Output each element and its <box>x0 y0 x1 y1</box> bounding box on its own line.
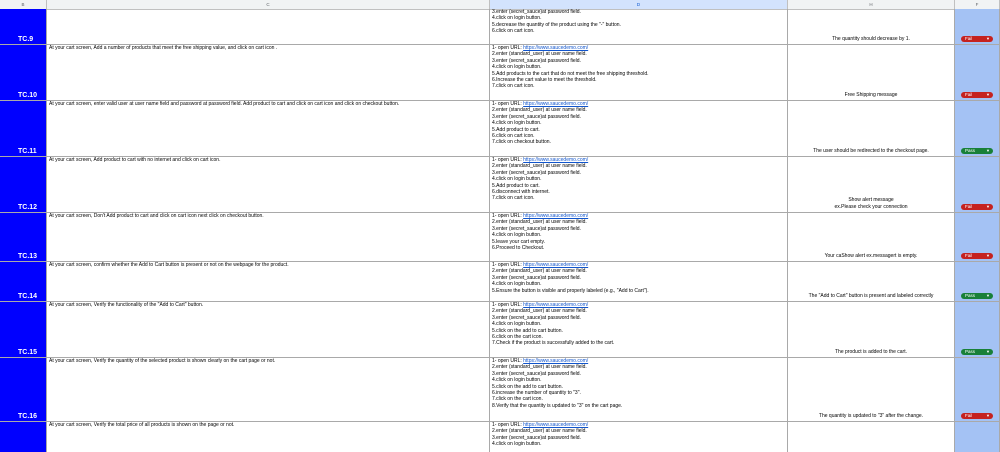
test-step-text: 7.click on checkout button. <box>492 139 551 146</box>
table-row <box>0 358 1000 422</box>
table-row <box>0 422 1000 452</box>
status-dropdown-chip[interactable] <box>961 349 993 355</box>
test-step-text: 3.enter (secret_sauce)at password field. <box>492 314 581 321</box>
expected-result-line: Free Shipping message <box>844 91 898 98</box>
table-row <box>0 157 1000 213</box>
expected-result-cell[interactable] <box>788 302 955 357</box>
test-case-id-cell[interactable] <box>0 302 47 357</box>
chevron-down-icon[interactable]: ▼ <box>986 92 990 97</box>
test-case-id: TC.14 <box>18 293 38 300</box>
test-step-text: 6.Increase the cart value to meet the threshold. <box>492 77 597 84</box>
test-step-text: 3.enter (secret_sauce)at password field. <box>492 274 581 281</box>
test-step-text: 7.click on the cart icon. <box>492 396 543 403</box>
test-step-text: 1- open URL: <box>492 358 524 364</box>
url-link[interactable]: https://www.saucedemo.com/ <box>523 262 589 268</box>
status-cell[interactable] <box>955 358 1000 421</box>
table-row <box>0 9 1000 45</box>
status-cell[interactable] <box>955 9 1000 44</box>
test-step-text: 3.enter (secret_sauce)at password field. <box>492 225 581 232</box>
test-step-text: 5.Add product to cart. <box>492 126 540 133</box>
test-description-cell[interactable] <box>47 262 490 301</box>
test-step-text: 7.click on cart icon. <box>492 83 535 90</box>
test-step-text: 1- open URL: <box>492 213 524 219</box>
test-step-text: 6.click on cart icon. <box>492 133 535 140</box>
status-cell[interactable] <box>955 422 1000 452</box>
expected-result-line: Show alert message <box>848 197 894 204</box>
test-steps-cell[interactable] <box>490 302 788 357</box>
test-description-cell[interactable] <box>47 422 490 452</box>
url-link[interactable]: https://www.saucedemo.com/ <box>523 358 589 364</box>
test-step-text: 3.enter (secret_sauce)at password field. <box>492 370 581 377</box>
test-step-text: 5.decrease the quantity of the product using the "-" button. <box>492 21 621 28</box>
test-description-cell[interactable] <box>47 101 490 156</box>
status-label: Fail <box>965 36 973 41</box>
status-cell[interactable] <box>955 101 1000 156</box>
expected-result-line: The product is added to the cart. <box>835 348 907 355</box>
status-label: Fail <box>965 413 973 418</box>
test-step-text: 5.click on the add to cart button. <box>492 383 563 390</box>
table-row <box>0 45 1000 101</box>
status-label: Pass <box>965 293 976 298</box>
test-description-cell[interactable] <box>47 358 490 421</box>
test-step-text: 4.click on login button. <box>492 120 542 127</box>
test-step-text: 1- open URL: <box>492 101 524 107</box>
test-step-text: 4.click on login button. <box>492 377 542 384</box>
column-header-c[interactable]: C <box>47 0 490 9</box>
test-step-text: 6.disconnect with internet. <box>492 189 550 196</box>
url-link[interactable]: https://www.saucedemo.com/ <box>523 213 589 219</box>
test-step-text: 2.enter (standard_user) at user name field. <box>492 364 587 371</box>
test-step-text: 1- open URL: <box>492 45 524 51</box>
test-description: At your cart screen, Verify the functionality of the "Add to Cart" button. <box>49 302 204 308</box>
status-dropdown-chip[interactable] <box>961 36 993 42</box>
test-case-grid <box>0 9 1000 452</box>
test-step-text: 2.enter (standard_user) at user name field. <box>492 163 587 170</box>
test-steps-cell[interactable] <box>490 45 788 100</box>
test-step-text: 6.Proceed to Checkout. <box>492 245 545 252</box>
url-link[interactable]: https://www.saucedemo.com/ <box>523 157 589 163</box>
test-step-text: 5.leave your cart empty. <box>492 238 545 245</box>
status-label: Pass <box>965 349 976 354</box>
test-description-cell[interactable] <box>47 302 490 357</box>
test-description: At your cart screen, enter valid user at user name field and password at password field. Add product to cart and click on cart icon and click on checkout button. <box>49 101 400 107</box>
test-steps-cell[interactable] <box>490 9 788 44</box>
test-case-id: TC.9 <box>18 36 34 43</box>
chevron-down-icon[interactable]: ▼ <box>986 413 990 418</box>
url-link[interactable]: https://www.saucedemo.com/ <box>523 302 589 308</box>
status-dropdown-chip[interactable] <box>961 148 993 154</box>
test-step-text: 3.enter (secret_sauce)at password field. <box>492 9 581 15</box>
expected-result <box>788 197 954 210</box>
test-case-id: TC.10 <box>18 92 38 99</box>
test-step <box>492 83 787 89</box>
test-step <box>492 195 787 201</box>
status-dropdown-chip[interactable] <box>961 293 993 299</box>
status-dropdown-chip[interactable] <box>961 253 993 259</box>
test-steps-cell[interactable] <box>490 262 788 301</box>
test-case-id: TC.15 <box>18 349 38 356</box>
test-step <box>492 139 787 145</box>
test-step <box>492 403 787 409</box>
test-case-id: TC.11 <box>18 148 37 155</box>
expected-result-line: The quantity should decrease by 1. <box>832 35 910 42</box>
test-step-text: 2.enter (standard_user) at user name field. <box>492 308 587 315</box>
test-step-text: 3.enter (secret_sauce)at password field. <box>492 434 581 441</box>
expected-result-line: Your caShow alert ex.messagert is empty. <box>824 252 918 259</box>
test-case-id-cell[interactable] <box>0 9 47 44</box>
test-case-id-cell[interactable] <box>0 157 47 212</box>
expected-result-cell[interactable] <box>788 358 955 421</box>
test-step <box>492 28 787 34</box>
test-steps-cell[interactable] <box>490 213 788 261</box>
test-description: At your cart screen, Add product to cart with no internet and click on cart icon. <box>49 157 221 163</box>
test-case-id: TC.12 <box>18 204 38 211</box>
status-label: Fail <box>965 253 973 258</box>
column-header-b[interactable]: B <box>0 0 47 9</box>
test-case-id-cell[interactable] <box>0 358 47 421</box>
chevron-down-icon[interactable]: ▼ <box>986 36 990 41</box>
chevron-down-icon[interactable]: ▼ <box>986 253 990 258</box>
test-step-text: 1- open URL: <box>492 422 524 428</box>
test-step <box>492 441 787 447</box>
expected-result-line: ex.Please check your connection <box>834 203 908 210</box>
test-steps-cell[interactable] <box>490 422 788 452</box>
column-header-h[interactable]: H <box>788 0 955 9</box>
test-step-text: 1- open URL: <box>492 262 524 268</box>
test-step-text: 3.enter (secret_sauce)at password field. <box>492 57 581 64</box>
table-row <box>0 262 1000 302</box>
test-case-id-cell[interactable] <box>0 262 47 301</box>
test-step-text: 8.Verify that the quantity is updated to "3" on the cart page. <box>492 402 623 409</box>
expected-result-cell[interactable] <box>788 262 955 301</box>
expected-result-line: The quantity is updated to "3" after the change. <box>818 412 924 419</box>
table-row <box>0 101 1000 157</box>
test-description-cell[interactable] <box>47 213 490 261</box>
status-cell[interactable] <box>955 213 1000 261</box>
status-label: Fail <box>965 204 973 209</box>
test-step-text: 1- open URL: <box>492 302 524 308</box>
expected-result <box>788 349 954 355</box>
test-step-text: 3.enter (secret_sauce)at password field. <box>492 113 581 120</box>
test-step-text: 1- open URL: <box>492 157 524 163</box>
test-step <box>492 288 787 294</box>
test-description: At your cart screen, confirm whether the Add to Cart button is present or not on the webpage for the product. <box>49 262 289 268</box>
test-step-text: 5.Ensure the button is visible and properly labeled (e.g., "Add to Cart"). <box>492 287 649 294</box>
expected-result-line: The user should be redirected to the checkout page. <box>813 147 929 154</box>
status-cell[interactable] <box>955 157 1000 212</box>
status-label: Pass <box>965 148 976 153</box>
test-step-text: 2.enter (standard_user) at user name field. <box>492 51 587 58</box>
test-step <box>492 245 787 251</box>
test-step-text: 6.click on cart icon. <box>492 28 535 35</box>
expected-result-line: The "Add to Cart" button is present and labeled correctly <box>808 292 934 299</box>
status-dropdown-chip[interactable] <box>961 204 993 210</box>
test-description: At your cart screen, Verify the total price of all products is shown on the page or not. <box>49 422 235 428</box>
expected-result-cell[interactable] <box>788 101 955 156</box>
test-description-cell[interactable] <box>47 157 490 212</box>
column-header-d[interactable]: D <box>490 0 788 9</box>
expected-result-cell[interactable] <box>788 9 955 44</box>
chevron-down-icon[interactable]: ▼ <box>986 293 990 298</box>
test-steps-cell[interactable] <box>490 101 788 156</box>
test-case-id-cell[interactable] <box>0 101 47 156</box>
expected-result-cell[interactable] <box>788 422 955 452</box>
test-step-text: 4.click on login button. <box>492 232 542 239</box>
test-step-text: 4.click on login button. <box>492 321 542 328</box>
test-step-text: 5.Add product to cart. <box>492 182 540 189</box>
test-description-cell[interactable] <box>47 9 490 44</box>
expected-result <box>788 253 954 259</box>
test-step-text: 3.enter (secret_sauce)at password field. <box>492 169 581 176</box>
status-label: Fail <box>965 92 973 97</box>
test-description-cell[interactable] <box>47 45 490 100</box>
expected-result <box>788 413 954 419</box>
status-dropdown-chip[interactable] <box>961 92 993 98</box>
test-step-text: 5.Add products to the cart that do not meet the free shipping threshold. <box>492 70 649 77</box>
expected-result <box>788 148 954 154</box>
test-step-text: 4.click on login button. <box>492 176 542 183</box>
status-cell[interactable] <box>955 45 1000 100</box>
url-link[interactable]: https://www.saucedemo.com/ <box>523 45 589 51</box>
test-step-text: 7.Check if the product is successfully added to the cart. <box>492 340 615 347</box>
table-row <box>0 302 1000 358</box>
expected-result-cell[interactable] <box>788 213 955 261</box>
column-header-f[interactable]: F <box>955 0 1000 9</box>
status-cell[interactable] <box>955 302 1000 357</box>
test-case-id-cell[interactable] <box>0 422 47 452</box>
test-description: At your cart screen, Don't Add product to cart and click on cart icon next click on checkout button. <box>49 213 264 219</box>
test-step-text: 4.click on login button. <box>492 64 542 71</box>
expected-result <box>788 293 954 299</box>
test-step-text: 7.click on cart icon. <box>492 195 535 202</box>
test-step-text: 4.click on login button. <box>492 281 542 288</box>
test-step-text: 2.enter (standard_user) at user name field. <box>492 107 587 114</box>
test-steps-cell[interactable] <box>490 358 788 421</box>
test-step-text: 2.enter (standard_user) at user name field. <box>492 268 587 275</box>
test-case-id-cell[interactable] <box>0 45 47 100</box>
test-step-text: 2.enter (standard_user) at user name field. <box>492 219 587 226</box>
table-row <box>0 213 1000 262</box>
chevron-down-icon[interactable]: ▼ <box>986 204 990 209</box>
test-step-text: 4.click on login button. <box>492 15 542 22</box>
url-link[interactable]: https://www.saucedemo.com/ <box>523 101 589 107</box>
expected-result-cell[interactable] <box>788 45 955 100</box>
status-cell[interactable] <box>955 262 1000 301</box>
test-case-id: TC.16 <box>18 413 38 420</box>
test-description: At your cart screen, Add a number of products that meet the free shipping value, and click on cart icon . <box>49 45 278 51</box>
url-link[interactable]: https://www.saucedemo.com/ <box>523 422 589 428</box>
chevron-down-icon[interactable]: ▼ <box>986 148 990 153</box>
test-description: At your cart screen, Verify the quantity of the selected product is shown clearly on the cart page or not. <box>49 358 276 364</box>
test-step-text: 6.click on the cart icon. <box>492 334 543 341</box>
test-step-text: 6.increase the number of quantity to "3". <box>492 390 581 397</box>
expected-result-cell[interactable] <box>788 157 955 212</box>
test-case-id: TC.13 <box>18 253 38 260</box>
expected-result <box>788 36 954 42</box>
test-step-text: 4.click on login button. <box>492 441 542 448</box>
test-step <box>492 340 787 346</box>
expected-result <box>788 92 954 98</box>
test-step-text: 2.enter (standard_user) at user name field. <box>492 428 587 435</box>
test-steps-cell[interactable] <box>490 157 788 212</box>
test-step-text: 5.click on the add to cart button. <box>492 327 563 334</box>
status-dropdown-chip[interactable] <box>961 413 993 419</box>
test-case-id-cell[interactable] <box>0 213 47 261</box>
chevron-down-icon[interactable]: ▼ <box>986 349 990 354</box>
